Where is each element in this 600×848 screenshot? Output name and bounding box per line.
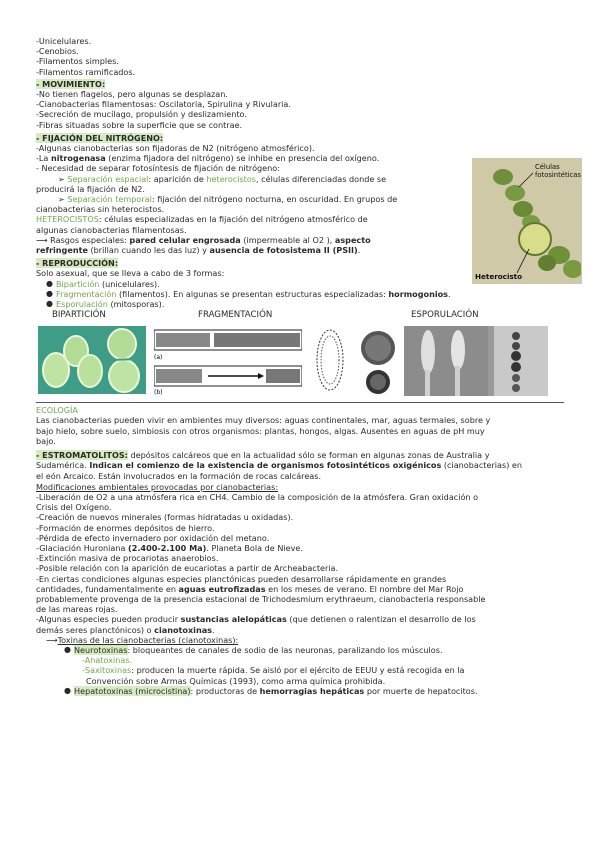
- text-line: de las mareas rojas.: [36, 604, 118, 615]
- text-line: -Liberación de O2 a una atmósfera rica en CH4. Cambio de la composición de la atmósfera. Gran oxidación o: [36, 491, 479, 502]
- text-line: el eón Arcaico. Están involucrados en la formación de rocas calcáreas.: [36, 470, 322, 481]
- bullet-fragmentacion: ● Fragmentación (filamentos). En algunas se presentan estructuras especializadas: hormogonios.: [46, 289, 564, 299]
- bullet-esporulacion: ● Esporulación (mitosporas).: [46, 299, 564, 309]
- ecologia-heading: ECOLOGÍA: [36, 405, 78, 416]
- modificaciones-heading: Modificaciones ambientales provocadas por cianobacterias:: [36, 481, 279, 492]
- text-line: -Secreción de mucílago, propulsión y deslizamiento.: [36, 109, 247, 120]
- separacion-espacial: ➢ Separación espacial: aparición de heterocistos, células diferenciadas donde se: [58, 173, 387, 184]
- movimiento-heading: - MOVIMIENTO:: [36, 78, 106, 89]
- label-fragmentacion: FRAGMENTACIÓN: [198, 310, 273, 321]
- estromatolitos-line: Sudamérica. Indican el comienzo de la existencia de organismos fotosintéticos oxigénicos (cianobacterias) en: [36, 460, 523, 471]
- label-biparticion: BIPARTICIÓN: [52, 310, 106, 321]
- text-line: -Glaciación Huroniana (2.400-2.100 Ma). Planeta Bola de Nieve.: [36, 542, 303, 553]
- text-line: probablemente provenga de la presencia estacional de Trichodesmium erythraeum, cianobacteria responsable: [36, 593, 486, 604]
- intro-line: -Filamentos simples.: [36, 56, 119, 67]
- rasgos-line: refringente (brillan cuando les das luz) y ausencia de fotosistema II (PSII).: [36, 245, 361, 256]
- reproduction-figures: [36, 326, 564, 396]
- separacion-temporal: ➢ Separación temporal: fijación del nitrógeno nocturna, en oscuridad. En grupos de: [58, 194, 398, 205]
- text-line: algunas cianobacterias filamentosas.: [36, 224, 187, 235]
- text-line: -Cianobacterias filamentosas: Oscilatoria, Spirulina y Rivularia.: [36, 99, 291, 110]
- movimiento-section: [36, 79, 564, 130]
- estromatolitos-line: - ESTROMATOLITOS: depósitos calcáreos que en la actualidad sólo se forman en algunas zonas de Australia y: [36, 450, 490, 461]
- text-line: producirá la fijación de N2.: [36, 183, 145, 194]
- text-line: Crisis del Oxígeno.: [36, 502, 112, 513]
- text-line: bajo.: [36, 435, 56, 446]
- fijacion-heading: - FIJACIÓN DEL NITRÓGENO:: [36, 132, 164, 143]
- toxinas-heading: ⟶Toxinas de las cianobacterias (cianotoxinas):: [46, 634, 239, 645]
- intro-line: -Filamentos ramificados.: [36, 66, 136, 77]
- text-line: -Fibras situadas sobre la superficie que se contrae.: [36, 119, 243, 130]
- reproduccion-heading: - REPRODUCCIÓN:: [36, 258, 119, 269]
- text-line: -Formación de enormes depósitos de hierro.: [36, 522, 215, 533]
- label-celulas-fotosinteticas: Células fotosintéticas: [535, 163, 581, 179]
- text-line: -Extinción masiva de procariotas anaerobios.: [36, 553, 219, 564]
- text-line: -Algunas cianobacterias son fijadoras de N2 (nitrógeno atmosférico).: [36, 143, 315, 154]
- esporulacion-image-2: [404, 326, 548, 396]
- bullet-biparticion: ● Bipartición (unicelulares).: [46, 279, 564, 289]
- text-line: -Posible relación con la aparición de eucariotas a partir de Archeabacteria.: [36, 563, 339, 574]
- text-line: cantidades, fundamentalmente en aguas eutrofizadas en los meses de verano. El nombre del Mar Rojo: [36, 583, 464, 594]
- text-line: -La nitrogenasa (enzima fijadora del nitrógeno) se inhibe en presencia del oxígeno.: [36, 153, 380, 164]
- text-line: - Necesidad de separar fotosíntesis de fijación de nitrógeno:: [36, 163, 280, 174]
- section-divider: [36, 402, 564, 403]
- text-line: -En ciertas condiciones algunas especies planctónicas pueden desarrollarse rápidamente en grandes: [36, 573, 447, 584]
- figure-labels: [36, 310, 564, 322]
- label-heterocisto: Heterocisto: [475, 272, 523, 281]
- intro-list: [36, 36, 564, 77]
- fragmentacion-image: [154, 326, 302, 396]
- saxitoxinas-line: -Saxitoxinas: producen la muerte rápida. Se aisló por el ejército de EEUU y está recogida en la: [82, 665, 465, 676]
- anatoxinas: -Anatoxinas.: [82, 655, 133, 666]
- ecologia-section: [36, 405, 564, 696]
- bullet-hepatotoxinas: ● Hepatotoxinas (microcistina): productoras de hemorragias hepáticas por muerte de hepatocitos.: [64, 686, 564, 696]
- text-line: -Creación de nuevos minerales (formas hidratadas u oxidadas).: [36, 512, 294, 523]
- biparticion-image: [38, 326, 146, 394]
- text-line: -Pérdida de efecto invernadero por oxidación del metano.: [36, 532, 270, 543]
- label-esporulacion: ESPORULACIÓN: [411, 310, 479, 321]
- text-line: Las cianobacterias pueden vivir en ambientes muy diversos: aguas continentales, mar, aguas termales, sobre y: [36, 415, 491, 426]
- text-line: bajo hielo, sobre suelo, simbiosis con otros organismos: plantas, hongos, algas. Ausentes en aguas de pH muy: [36, 425, 485, 436]
- text-line: Solo asexual, que se lleva a cabo de 3 formas:: [36, 268, 225, 279]
- text-line: -Algunas especies pueden producir sustancias alelopáticas (que detienen o ralentizan el desarrollo de los: [36, 614, 476, 625]
- rasgos-line: ⟶ Rasgos especiales: pared celular engrosada (impermeable al O2 ), aspecto: [36, 234, 371, 245]
- document-page: [36, 36, 564, 696]
- text-line: -No tienen flagelos, pero algunas se desplazan.: [36, 89, 228, 100]
- bullet-neurotoxinas: ● Neurotoxinas: bloqueantes de canales de sodio de las neuronas, paralizando los músculos.: [64, 645, 564, 655]
- text-line: demás seres planctónicos) o cianotoxinas.: [36, 624, 215, 635]
- frag-tag-b: (b): [154, 389, 163, 397]
- heterocyst-micrograph: [472, 158, 582, 284]
- frag-tag-a: (a): [154, 354, 163, 362]
- text-line: cianobacterias sin heterocistos.: [36, 204, 165, 215]
- intro-line: -Unicelulares.: [36, 36, 92, 46]
- text-line: Convención sobre Armas Químicas (1993), como arma química prohibida.: [86, 675, 386, 686]
- heterocistos-def: HETEROCISTOS: células especializadas en la fijación del nitrógeno atmosférico de: [36, 214, 368, 225]
- esporulacion-image-1: [312, 326, 398, 396]
- intro-line: -Cenobios.: [36, 46, 79, 57]
